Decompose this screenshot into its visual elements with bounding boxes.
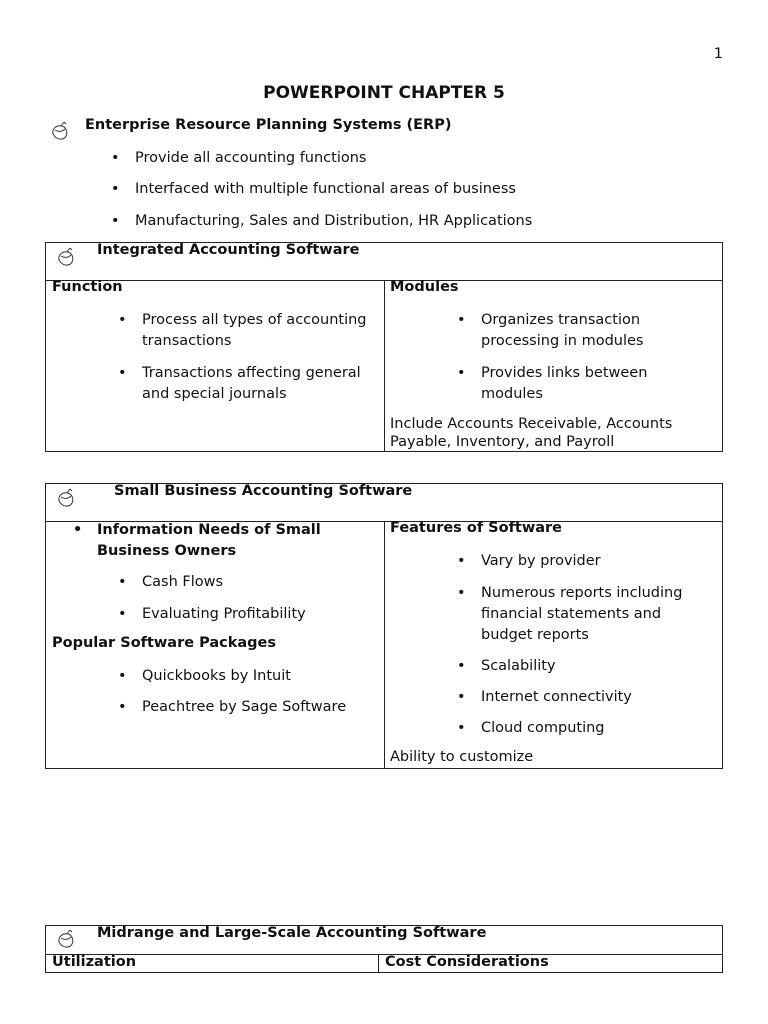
acorn-icon xyxy=(55,246,77,268)
modules-bullet-list xyxy=(481,310,706,405)
list-item: • Transactions affecting general and special journals xyxy=(142,363,382,405)
page-title: POWERPOINT CHAPTER 5 xyxy=(263,83,505,103)
list-item: • Interfaced with multiple functional areas of business xyxy=(135,179,695,200)
list-item: • Manufacturing, Sales and Distribution, HR Applications xyxy=(135,211,695,232)
small-business-heading: Small Business Accounting Software xyxy=(114,483,413,499)
list-item: • Provides links between modules xyxy=(481,363,706,405)
cost-considerations-title: Cost Considerations xyxy=(385,954,549,970)
popular-packages-title: Popular Software Packages xyxy=(52,635,276,651)
function-bullet-list xyxy=(142,310,382,405)
list-item: • Information Needs of Small Business Owners xyxy=(97,520,367,562)
list-item: • Numerous reports including financial statements and budget reports xyxy=(481,583,706,646)
list-item: • Quickbooks by Intuit xyxy=(142,666,372,687)
list-item: • Process all types of accounting transactions xyxy=(142,310,382,352)
features-footer-text: Ability to customize xyxy=(390,749,534,765)
list-item: • Scalability xyxy=(481,656,706,677)
list-item: • Provide all accounting functions xyxy=(135,148,695,169)
acorn-icon xyxy=(55,487,77,509)
list-item: • Vary by provider xyxy=(481,551,706,572)
midrange-heading: Midrange and Large-Scale Accounting Software xyxy=(97,925,487,941)
erp-heading: Enterprise Resource Planning Systems (ERP) xyxy=(85,117,452,133)
list-item: • Organizes transaction processing in modules xyxy=(481,310,706,352)
function-title: Function xyxy=(52,279,123,295)
utilization-title: Utilization xyxy=(52,954,137,970)
acorn-icon xyxy=(55,928,77,950)
list-item: • Evaluating Profitability xyxy=(142,604,372,625)
acorn-icon xyxy=(49,120,71,142)
list-item: • Internet connectivity xyxy=(481,687,706,708)
erp-bullet-list xyxy=(135,148,695,232)
column-divider xyxy=(384,521,385,769)
features-title: Features of Software xyxy=(390,520,562,536)
features-bullet-list xyxy=(481,551,706,739)
info-needs-bullet-list xyxy=(142,572,372,625)
page-number: 1 xyxy=(713,46,723,62)
list-item: • Peachtree by Sage Software xyxy=(142,697,372,718)
packages-bullet-list xyxy=(142,666,372,718)
integrated-heading: Integrated Accounting Software xyxy=(97,242,360,258)
list-item: • Cash Flows xyxy=(142,572,372,593)
modules-footer-text: Include Accounts Receivable, Accounts Payable, Inventory, and Payroll xyxy=(390,416,673,450)
list-item: • Cloud computing xyxy=(481,718,706,739)
column-divider xyxy=(378,954,379,973)
column-divider xyxy=(384,280,385,452)
modules-title: Modules xyxy=(390,279,459,295)
info-needs-list xyxy=(97,520,367,562)
